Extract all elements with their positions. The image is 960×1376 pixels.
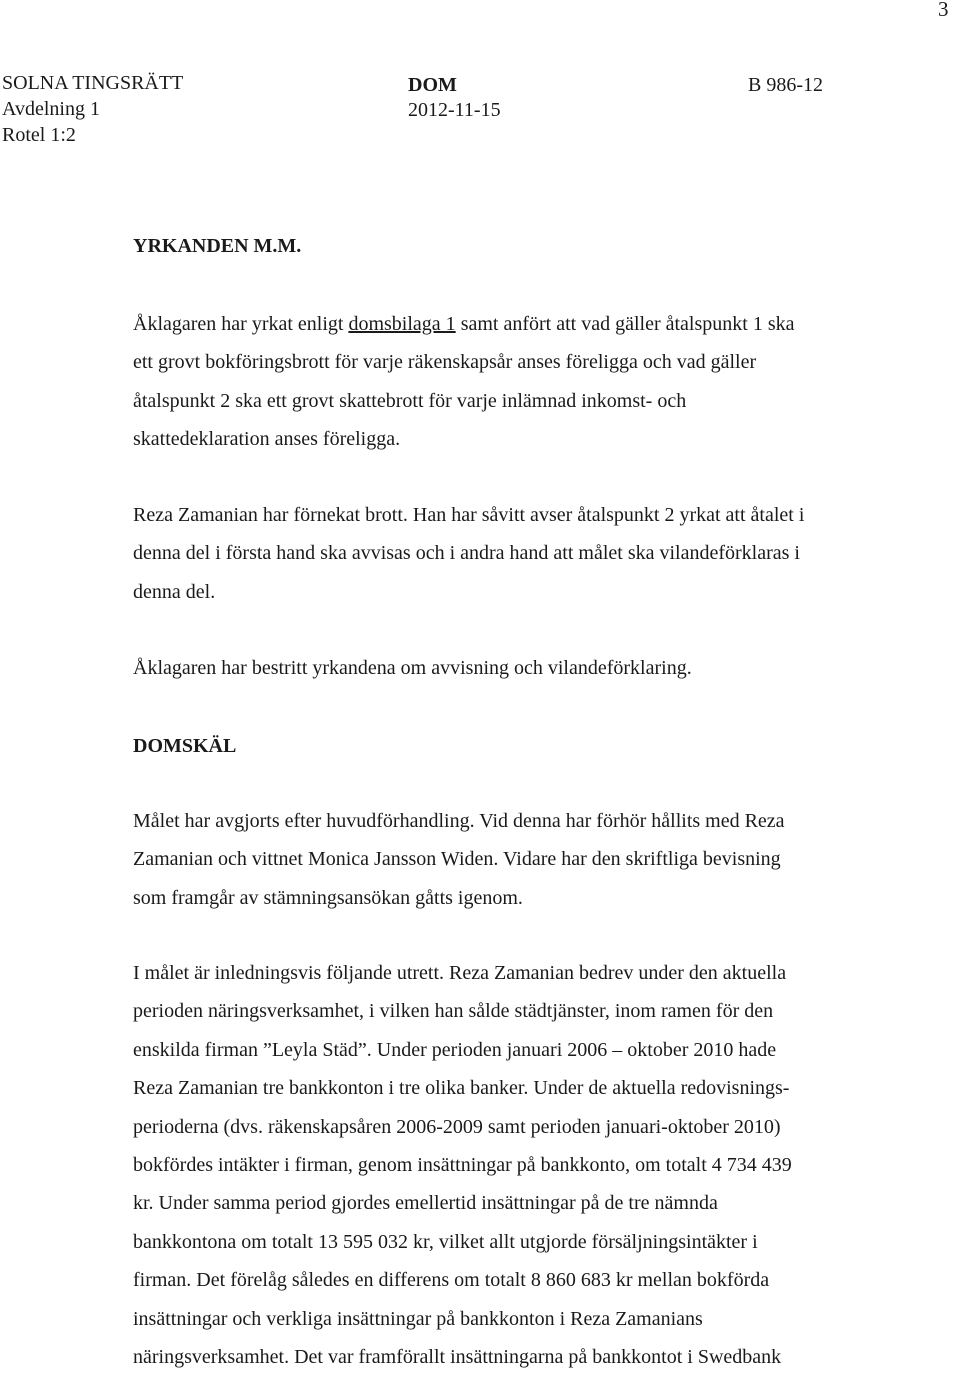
paragraph-line: bokfördes intäkter i firman, genom insättningar på bankkonto, om totalt 4 734 439 — [133, 1153, 792, 1176]
paragraph-line: Reza Zamanian tre bankkonton i tre olika banker. Under de aktuella redovisnings- — [133, 1077, 790, 1100]
paragraph-line: Målet har avgjorts efter huvudförhandling. Vid denna har förhör hållits med Reza — [133, 810, 785, 832]
court-name: SOLNA TINGSRÄTT — [2, 72, 184, 94]
paragraph-line: Reza Zamanian har förnekat brott. Han har såvitt avser åtalspunkt 2 yrkat att åtalet i — [133, 504, 805, 526]
paragraph-line: perioden näringsverksamhet, i vilken han sålde städtjänster, inom ramen för den — [133, 1000, 774, 1023]
paragraph-line: åtalspunkt 2 ska ett grovt skattebrott för varje inlämnad inkomst- och — [133, 389, 687, 412]
paragraph-line: skattedeklaration anses föreligga. — [133, 428, 401, 451]
court-division: Avdelning 1 — [2, 98, 100, 120]
paragraph-line: enskilda firman ”Leyla Städ”. Under perioden januari 2006 – oktober 2010 hade — [133, 1038, 777, 1061]
paragraph-line: näringsverksamhet. Det var framförallt insättningarna på bankkontot i Swedbank — [133, 1345, 782, 1368]
paragraph-line: Åklagaren har bestritt yrkandena om avvisning och vilandeförklaring. — [133, 657, 692, 679]
document-date: 2012-11-15 — [408, 99, 501, 121]
case-number: B 986-12 — [748, 74, 823, 96]
domsbilaga-link[interactable]: domsbilaga 1 — [348, 313, 456, 335]
paragraph-yrkanden-2 — [133, 496, 893, 611]
paragraph-line: perioderna (dvs. räkenskapsåren 2006-2009 samt perioden januari-oktober 2010) — [133, 1115, 781, 1138]
paragraph-line: ett grovt bokföringsbrott för varje räkenskapsår anses föreligga och vad gäller — [133, 351, 757, 374]
paragraph-line: denna del. — [133, 580, 216, 603]
text-span: samt anfört att vad gäller åtalspunkt 1 ska — [455, 313, 795, 335]
section-heading-yrkanden: YRKANDEN M.M. — [133, 235, 302, 257]
paragraph-line: bankkontona om totalt 13 595 032 kr, vilket allt utgjorde försäljningsintäkter i — [133, 1230, 758, 1253]
paragraph-line: kr. Under samma period gjordes emellertid insättningar på de tre nämnda — [133, 1192, 718, 1215]
section-heading-domskal: DOMSKÄL — [133, 735, 237, 757]
paragraph-domskal-2 — [133, 954, 893, 1376]
paragraph-line — [133, 305, 893, 343]
paragraph-line: insättningar och verkliga insättningar på bankkonton i Reza Zamanians — [133, 1307, 703, 1330]
paragraph-yrkanden-1 — [133, 305, 893, 459]
court-name-block — [2, 70, 183, 148]
paragraph-line: som framgår av stämningsansökan gåtts igenom. — [133, 886, 523, 909]
paragraph-line: I målet är inledningsvis följande utrett. Reza Zamanian bedrev under den aktuella — [133, 962, 787, 984]
page-number: 3 — [938, 0, 949, 21]
document-type: DOM — [408, 74, 457, 96]
paragraph-domskal-1 — [133, 802, 893, 917]
paragraph-line: denna del i första hand ska avvisas och i andra hand att målet ska vilandeförklaras i — [133, 542, 800, 565]
text-span: Åklagaren har yrkat enligt — [133, 313, 349, 335]
paragraph-yrkanden-3 — [133, 649, 893, 687]
paragraph-line: Zamanian och vittnet Monica Jansson Widen. Vidare har den skriftliga bevisning — [133, 848, 781, 871]
paragraph-line: firman. Det förelåg således en differens om totalt 8 860 683 kr mellan bokförda — [133, 1269, 770, 1292]
court-section: Rotel 1:2 — [2, 124, 76, 146]
